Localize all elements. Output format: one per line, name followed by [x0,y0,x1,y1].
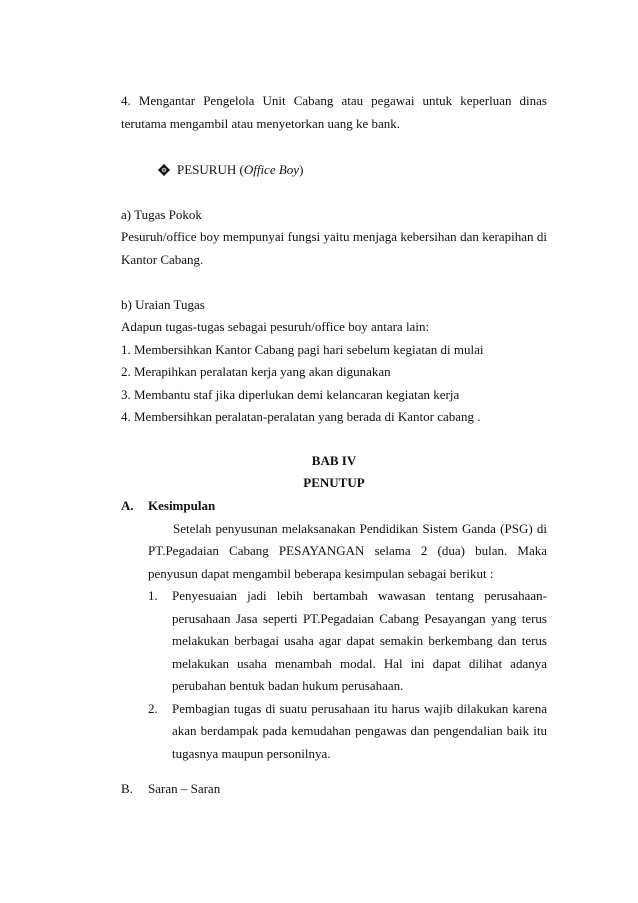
tugas-pokok-line1: Pesuruh/office boy mempunyai fungsi yaitu menjaga kebersihan dan kerapihan di [121,229,547,244]
bab-title: BAB IV [311,453,357,468]
uraian-label: b) Uraian Tugas [121,297,205,312]
tugas-pokok-label: a) Tugas Pokok [121,207,202,222]
admin-item4-line2: terutama mengambil atau menyetorkan uang ke bank. [121,116,401,131]
point2-line: tugasnya maupun personilnya. [172,746,331,761]
uraian-item: 1. Membersihkan Kantor Cabang pagi hari sebelum kegiatan di mulai [121,342,484,357]
saran-marker: B. [121,781,133,796]
point1-line: perubahan bentuk badan hukum perusahaan. [172,678,404,693]
uraian-item: 4. Membersihkan peralatan-peralatan yang berada di Kantor cabang . [121,409,481,424]
kesimpulan-para-line2: PT.Pegadaian Cabang PESAYANGAN selama 2 (dua) bulan. Maka [148,543,547,558]
point1-number: 1. [148,588,158,603]
tugas-pokok-line2: Kantor Cabang. [121,252,204,267]
point2-line: akan berdampak pada kemudahan pengawas dan pengendalian baik itu [172,723,547,738]
pesuruh-heading-close: ) [299,162,304,177]
uraian-item: 2. Merapihkan peralatan kerja yang akan digunakan [121,364,391,379]
point1-line: Penyesuaian jadi lebih bertambah wawasan tentang perusahaan- [172,588,547,603]
point2-line: Pembagian tugas di suatu perusahaan itu harus wajib dilakukan karena [172,701,547,716]
uraian-intro: Adapun tugas-tugas sebagai pesuruh/office boy antara lain: [121,319,430,334]
kesimpulan-marker: A. [121,498,134,513]
point1-line: perusahaan Jasa seperti PT.Pegadaian Cabang Pesayangan yang terus [172,611,547,626]
pesuruh-heading-italic: Office Boy [243,162,300,177]
pesuruh-heading-text: PESURUH ( [177,162,244,177]
uraian-item: 3. Membantu staf jika diperlukan demi kelancaran kegiatan kerja [121,387,460,402]
point1-line: melakukan berbagai usaha agar dapat semakin berkembang dan terus [172,633,547,648]
diamond-bullet-icon [157,163,171,177]
saran-heading: Saran – Saran [148,781,221,796]
kesimpulan-para-line1: Setelah penyusunan melaksanakan Pendidikan Sistem Ganda (PSG) di [173,521,547,536]
kesimpulan-para-line3: penyusun dapat mengambil beberapa kesimpulan sebagai berikut : [148,566,494,581]
admin-item4-line1: 4. Mengantar Pengelola Unit Cabang atau pegawai untuk keperluan dinas [121,93,547,108]
point2-number: 2. [148,701,158,716]
point1-line: melakukan usaha menambah modal. Hal ini dapat dilihat adanya [172,656,547,671]
bab-subtitle: PENUTUP [303,475,365,490]
pesuruh-heading [157,161,303,179]
kesimpulan-heading: Kesimpulan [148,498,216,513]
